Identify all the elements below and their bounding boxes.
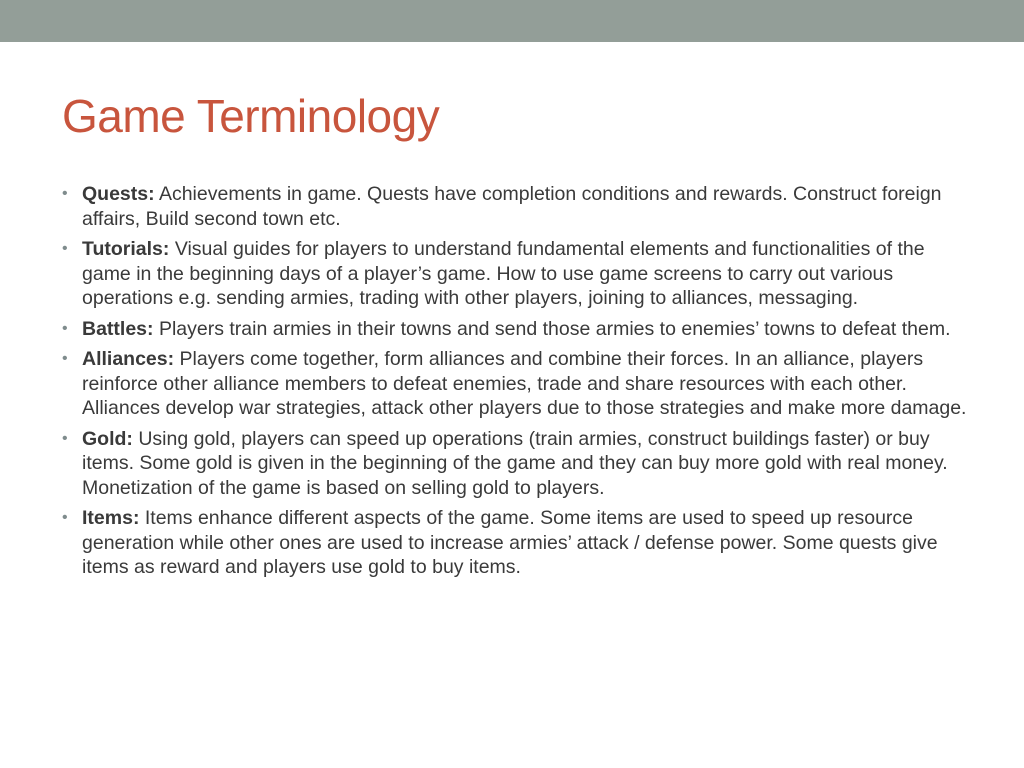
bullet-text: Players train armies in their towns and send those armies to enemies’ towns to defeat them. — [158, 317, 951, 340]
bullet-dot-icon: • — [62, 240, 68, 257]
bullet-text: Items enhance different aspects of the game. Some items are used to speed up resource generation while other ones are used to increase armies’ attack / defense power. Some quests give items as reward and players use gold to buy items. — [82, 507, 938, 578]
bullet-dot-icon: • — [62, 509, 68, 526]
bullet-text: Achievements in game. Quests have completion conditions and rewards. Construct foreign affairs, Build second town etc. — [82, 183, 942, 230]
bullet-item-quests — [62, 182, 972, 231]
bullet-term: Battles: — [82, 317, 154, 340]
bullet-term: Quests: — [82, 183, 155, 205]
bullet-term: Alliances: — [82, 348, 175, 370]
bullet-item-battles — [62, 317, 972, 342]
bullet-term: Items: — [82, 507, 140, 529]
bullet-text: Using gold, players can speed up operations (train armies, construct buildings faster) or buy items. Some gold is given in the beginning of the game and they can buy more gold with real money. Monetization of the game is based on selling gold to players. — [82, 427, 948, 499]
bullet-item-tutorials — [62, 237, 972, 311]
bullet-dot-icon: • — [62, 185, 68, 202]
bullet-item-alliances — [62, 347, 972, 421]
top-accent-bar — [0, 0, 1024, 42]
bullet-list — [62, 182, 972, 586]
bullet-item-gold — [62, 427, 972, 501]
bullet-term: Tutorials: — [82, 238, 170, 260]
bullet-term: Gold: — [82, 427, 133, 450]
slide-title: Game Terminology — [62, 90, 440, 142]
bullet-text: Players come together, form alliances and combine their forces. In an alliance, players reinforce other alliance members to defeat enemies, trade and share resources with each other. Alliances develop war strategies, attack other players due to those strategies and make more damage. — [82, 348, 967, 419]
bullet-dot-icon: • — [62, 429, 68, 447]
bullet-dot-icon: • — [62, 319, 68, 337]
bullet-item-items — [62, 506, 972, 580]
bullet-dot-icon: • — [62, 350, 68, 367]
bullet-text: Visual guides for players to understand fundamental elements and functionalities of the game in the beginning days of a player’s game. How to use game screens to carry out various operations e.g. sending armies, trading with other players, joining to alliances, messaging. — [82, 238, 925, 309]
